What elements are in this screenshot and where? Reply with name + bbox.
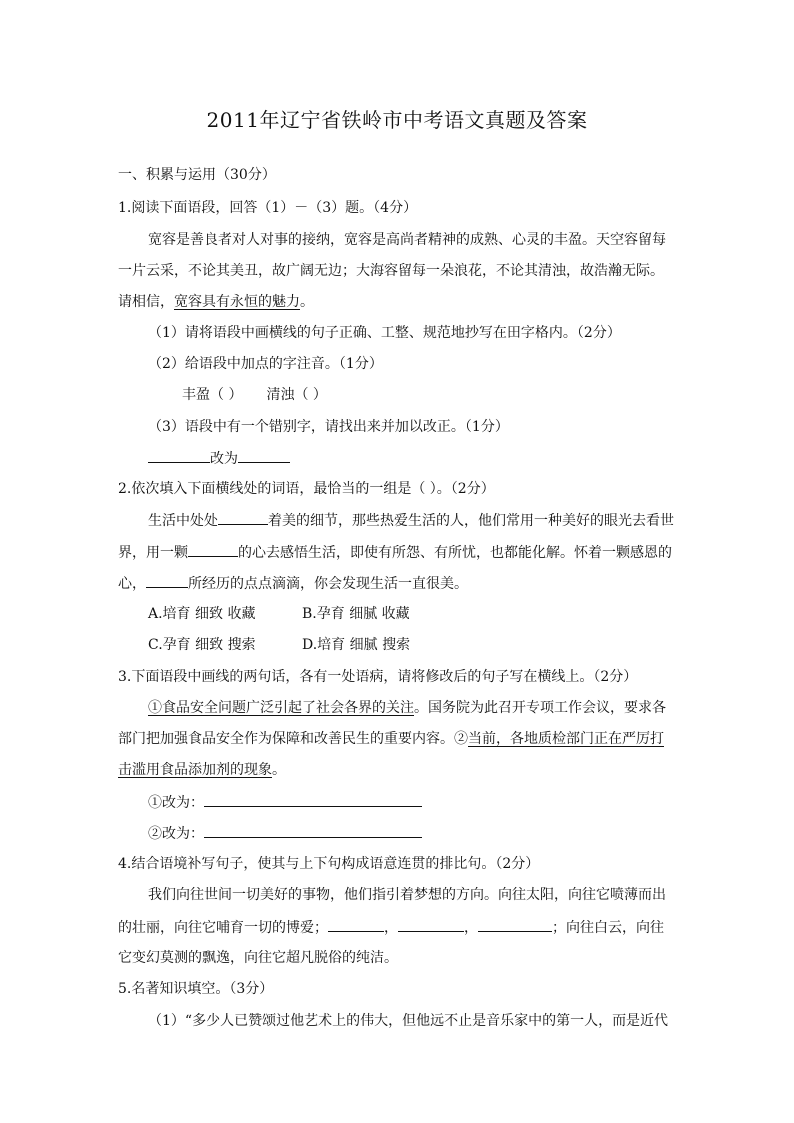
question-1-sub-1: （1）请将语段中画横线的句子正确、工整、规范地抄写在田字格内。（2分） [148,325,621,341]
fill-blank[interactable] [218,510,268,525]
underlined-sentence-1: ①食品安全问题广泛引起了社会各界的关注 [148,700,414,716]
underlined-sentence-2: 当前，各地质检部门正在严厉打 [468,731,664,747]
text-segment: 着美的细节，那些热爱生活的人，他们常用一种美好的眼光去看世 [268,513,674,529]
option-c[interactable]: C.孕育 细致 搜索 [148,637,256,653]
question-1-paragraph-line-3 [118,292,314,312]
answer-blank[interactable] [238,448,290,463]
question-1-sub-2-items [182,385,327,405]
answer-label: ②改为： [148,826,204,842]
question-3-answer-2 [148,823,422,844]
section-heading: 一、积累与运用（30分） [118,167,276,183]
answer-blank[interactable] [148,448,210,463]
question-2-stem: 2.依次填入下面横线处的词语，最恰当的一组是（ ）。（2分） [118,481,495,497]
question-1-sub-3-answer [148,448,290,469]
fill-blank[interactable] [328,917,384,932]
text-segment: 。国务院为此召开专项工作会议，要求各 [414,700,666,716]
correction-label: 改为 [210,451,238,467]
underlined-sentence-2-cont: 击滥用食品添加剂的现象 [118,762,272,778]
text-segment: 。 [300,294,314,310]
text-segment: 生活中处处 [148,513,218,529]
text-segment: 的心去感悟生活，即使有所怨、有所忧，也都能化解。怀着一颗感恩的 [238,545,672,561]
question-3-stem: 3.下面语段中画线的两句话，各有一处语病，请将修改后的句子写在横线上。（2分） [118,669,638,685]
fill-blank[interactable] [146,573,188,588]
question-1-sub-3: （3）语段中有一个错别字，请找出来并加以改正。（1分） [148,419,509,435]
question-2-options-row-1 [148,604,410,624]
pinyin-item-2: 清浊（ ） [266,387,327,403]
text-segment: 。 [272,762,286,778]
question-4-stem: 4.结合语境补写句子，使其与上下句构成语意连贯的排比句。（2分） [118,856,540,872]
question-2-paragraph-line-1 [148,510,674,531]
question-3-answer-1 [148,792,422,813]
question-3-paragraph-line-3 [118,760,286,780]
text-segment: 所经历的点点滴滴，你会发现生活一直很美。 [188,576,468,592]
option-a[interactable]: A.培育 细致 收藏 [148,606,256,622]
text-segment: ；向往白云，向往 [552,920,664,936]
text-segment: 界，用一颗 [118,545,188,561]
question-4-paragraph-line-1: 我们向往世间一切美好的事物，他们指引着梦想的方向。向往太阳，向往它喷薄而出 [148,887,666,903]
page-title: 2011年辽宁省铁岭市中考语文真题及答案 [206,108,588,132]
question-4-paragraph-line-2 [118,917,664,938]
question-1-paragraph-line-1: 宽容是善良者对人对事的接纳，宽容是高尚者精神的成熟、心灵的丰盈。天空容留每 [148,232,666,248]
text-segment: 请相信， [118,294,174,310]
question-2-options-row-2 [148,635,410,655]
question-3-paragraph-line-1 [148,698,666,718]
question-1-paragraph-line-2: 一片云采，不论其美丑，故广阔无边；大海容留每一朵浪花，不论其清浊，故浩瀚无际。 [118,263,664,279]
answer-label: ①改为： [148,795,204,811]
text-segment: ， [384,920,398,936]
text-segment: 的壮丽，向往它哺育一切的博爱； [118,920,328,936]
text-segment: 部门把加强食品安全作为保障和改善民生的重要内容。② [118,731,468,747]
question-4-paragraph-line-3: 它变幻莫测的飘逸，向往它超凡脱俗的纯洁。 [118,950,398,966]
question-3-paragraph-line-2 [118,729,664,749]
fill-blank[interactable] [188,542,238,557]
question-5-stem: 5.名著知识填空。（3分） [118,981,274,997]
text-segment: ， [464,920,478,936]
answer-blank[interactable] [204,823,422,838]
underlined-sentence: 宽容具有永恒的魅力 [174,294,300,310]
question-5-sub-1: （1）“多少人已赞颂过他艺术上的伟大，但他远不止是音乐家中的第一人，而是近代 [148,1013,669,1029]
question-2-paragraph-line-3 [118,573,468,594]
option-b[interactable]: B.孕育 细腻 收藏 [302,606,410,622]
question-1-stem: 1.阅读下面语段，回答（1）－（3）题。（4分） [118,200,418,216]
answer-blank[interactable] [204,792,422,807]
question-1-sub-2: （2）给语段中加点的字注音。（1分） [148,356,383,372]
text-segment: 心， [118,576,146,592]
fill-blank[interactable] [478,917,552,932]
fill-blank[interactable] [398,917,464,932]
option-d[interactable]: D.培育 细腻 搜索 [302,637,411,653]
pinyin-item-1: 丰盈（ ） [182,387,243,403]
question-2-paragraph-line-2 [118,542,672,563]
